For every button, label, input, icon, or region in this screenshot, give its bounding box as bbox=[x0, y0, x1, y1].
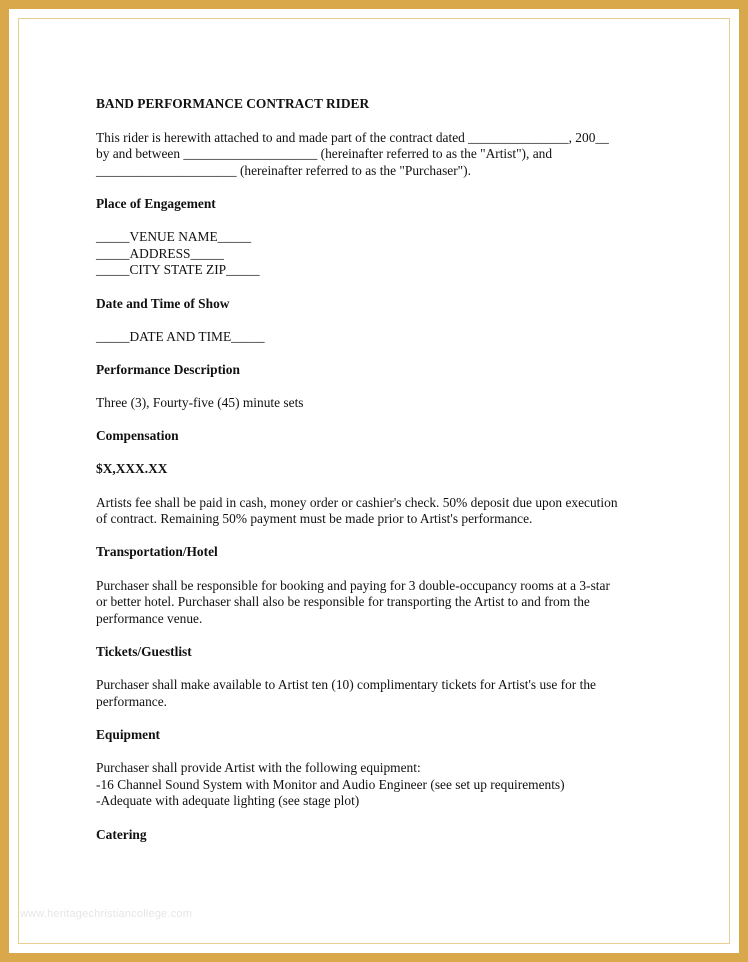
compensation-amount: $X,XXX.XX bbox=[96, 461, 168, 477]
watermark-text: www.heritagechristiancollege.com bbox=[20, 908, 193, 920]
catering-heading: Catering bbox=[96, 826, 147, 842]
intro-line: by and between ____________________ (hereinafter referred to as the "Artist"), and bbox=[96, 146, 553, 162]
intro-line: _____________________ (hereinafter referred to as the "Purchaser"). bbox=[96, 162, 471, 178]
transport-line: performance venue. bbox=[96, 610, 203, 626]
performance-line: Three (3), Fourty-five (45) minute sets bbox=[96, 395, 304, 411]
transport-line: Purchaser shall be responsible for booking and paying for 3 double-occupancy rooms at a 3-star bbox=[96, 577, 610, 593]
equipment-heading: Equipment bbox=[96, 726, 160, 742]
tickets-line: Purchaser shall make available to Artist ten (10) complimentary tickets for Artist's use for the bbox=[96, 677, 596, 693]
intro-paragraph bbox=[96, 130, 676, 180]
address-line: _____ADDRESS_____ bbox=[96, 245, 224, 261]
date-heading: Date and Time of Show bbox=[96, 295, 230, 311]
tickets-line: performance. bbox=[96, 693, 168, 709]
document-body bbox=[96, 96, 676, 843]
venue-name-line: _____VENUE NAME_____ bbox=[96, 229, 252, 245]
document-title: BAND PERFORMANCE CONTRACT RIDER bbox=[96, 96, 370, 111]
transport-line: or better hotel. Purchaser shall also be responsible for transporting the Artist to and from the bbox=[96, 594, 590, 610]
date-time-line: _____DATE AND TIME_____ bbox=[96, 328, 265, 344]
performance-heading: Performance Description bbox=[96, 361, 240, 377]
compensation-line: Artists fee shall be paid in cash, money order or cashier's check. 50% deposit due upon execution bbox=[96, 494, 618, 510]
equipment-line: Purchaser shall provide Artist with the following equipment: bbox=[96, 760, 421, 776]
equipment-line: -16 Channel Sound System with Monitor and Audio Engineer (see set up requirements) bbox=[96, 776, 565, 792]
tickets-heading: Tickets/Guestlist bbox=[96, 644, 192, 659]
place-heading: Place of Engagement bbox=[96, 195, 216, 211]
city-state-zip-line: _____CITY STATE ZIP_____ bbox=[96, 262, 260, 278]
compensation-heading: Compensation bbox=[96, 428, 179, 444]
compensation-line: of contract. Remaining 50% payment must be made prior to Artist's performance. bbox=[96, 511, 533, 527]
transport-heading: Transportation/Hotel bbox=[96, 544, 218, 560]
intro-line: This rider is herewith attached to and made part of the contract dated _______________, 200__ bbox=[96, 129, 609, 145]
equipment-line: -Adequate with adequate lighting (see stage plot) bbox=[96, 793, 360, 809]
